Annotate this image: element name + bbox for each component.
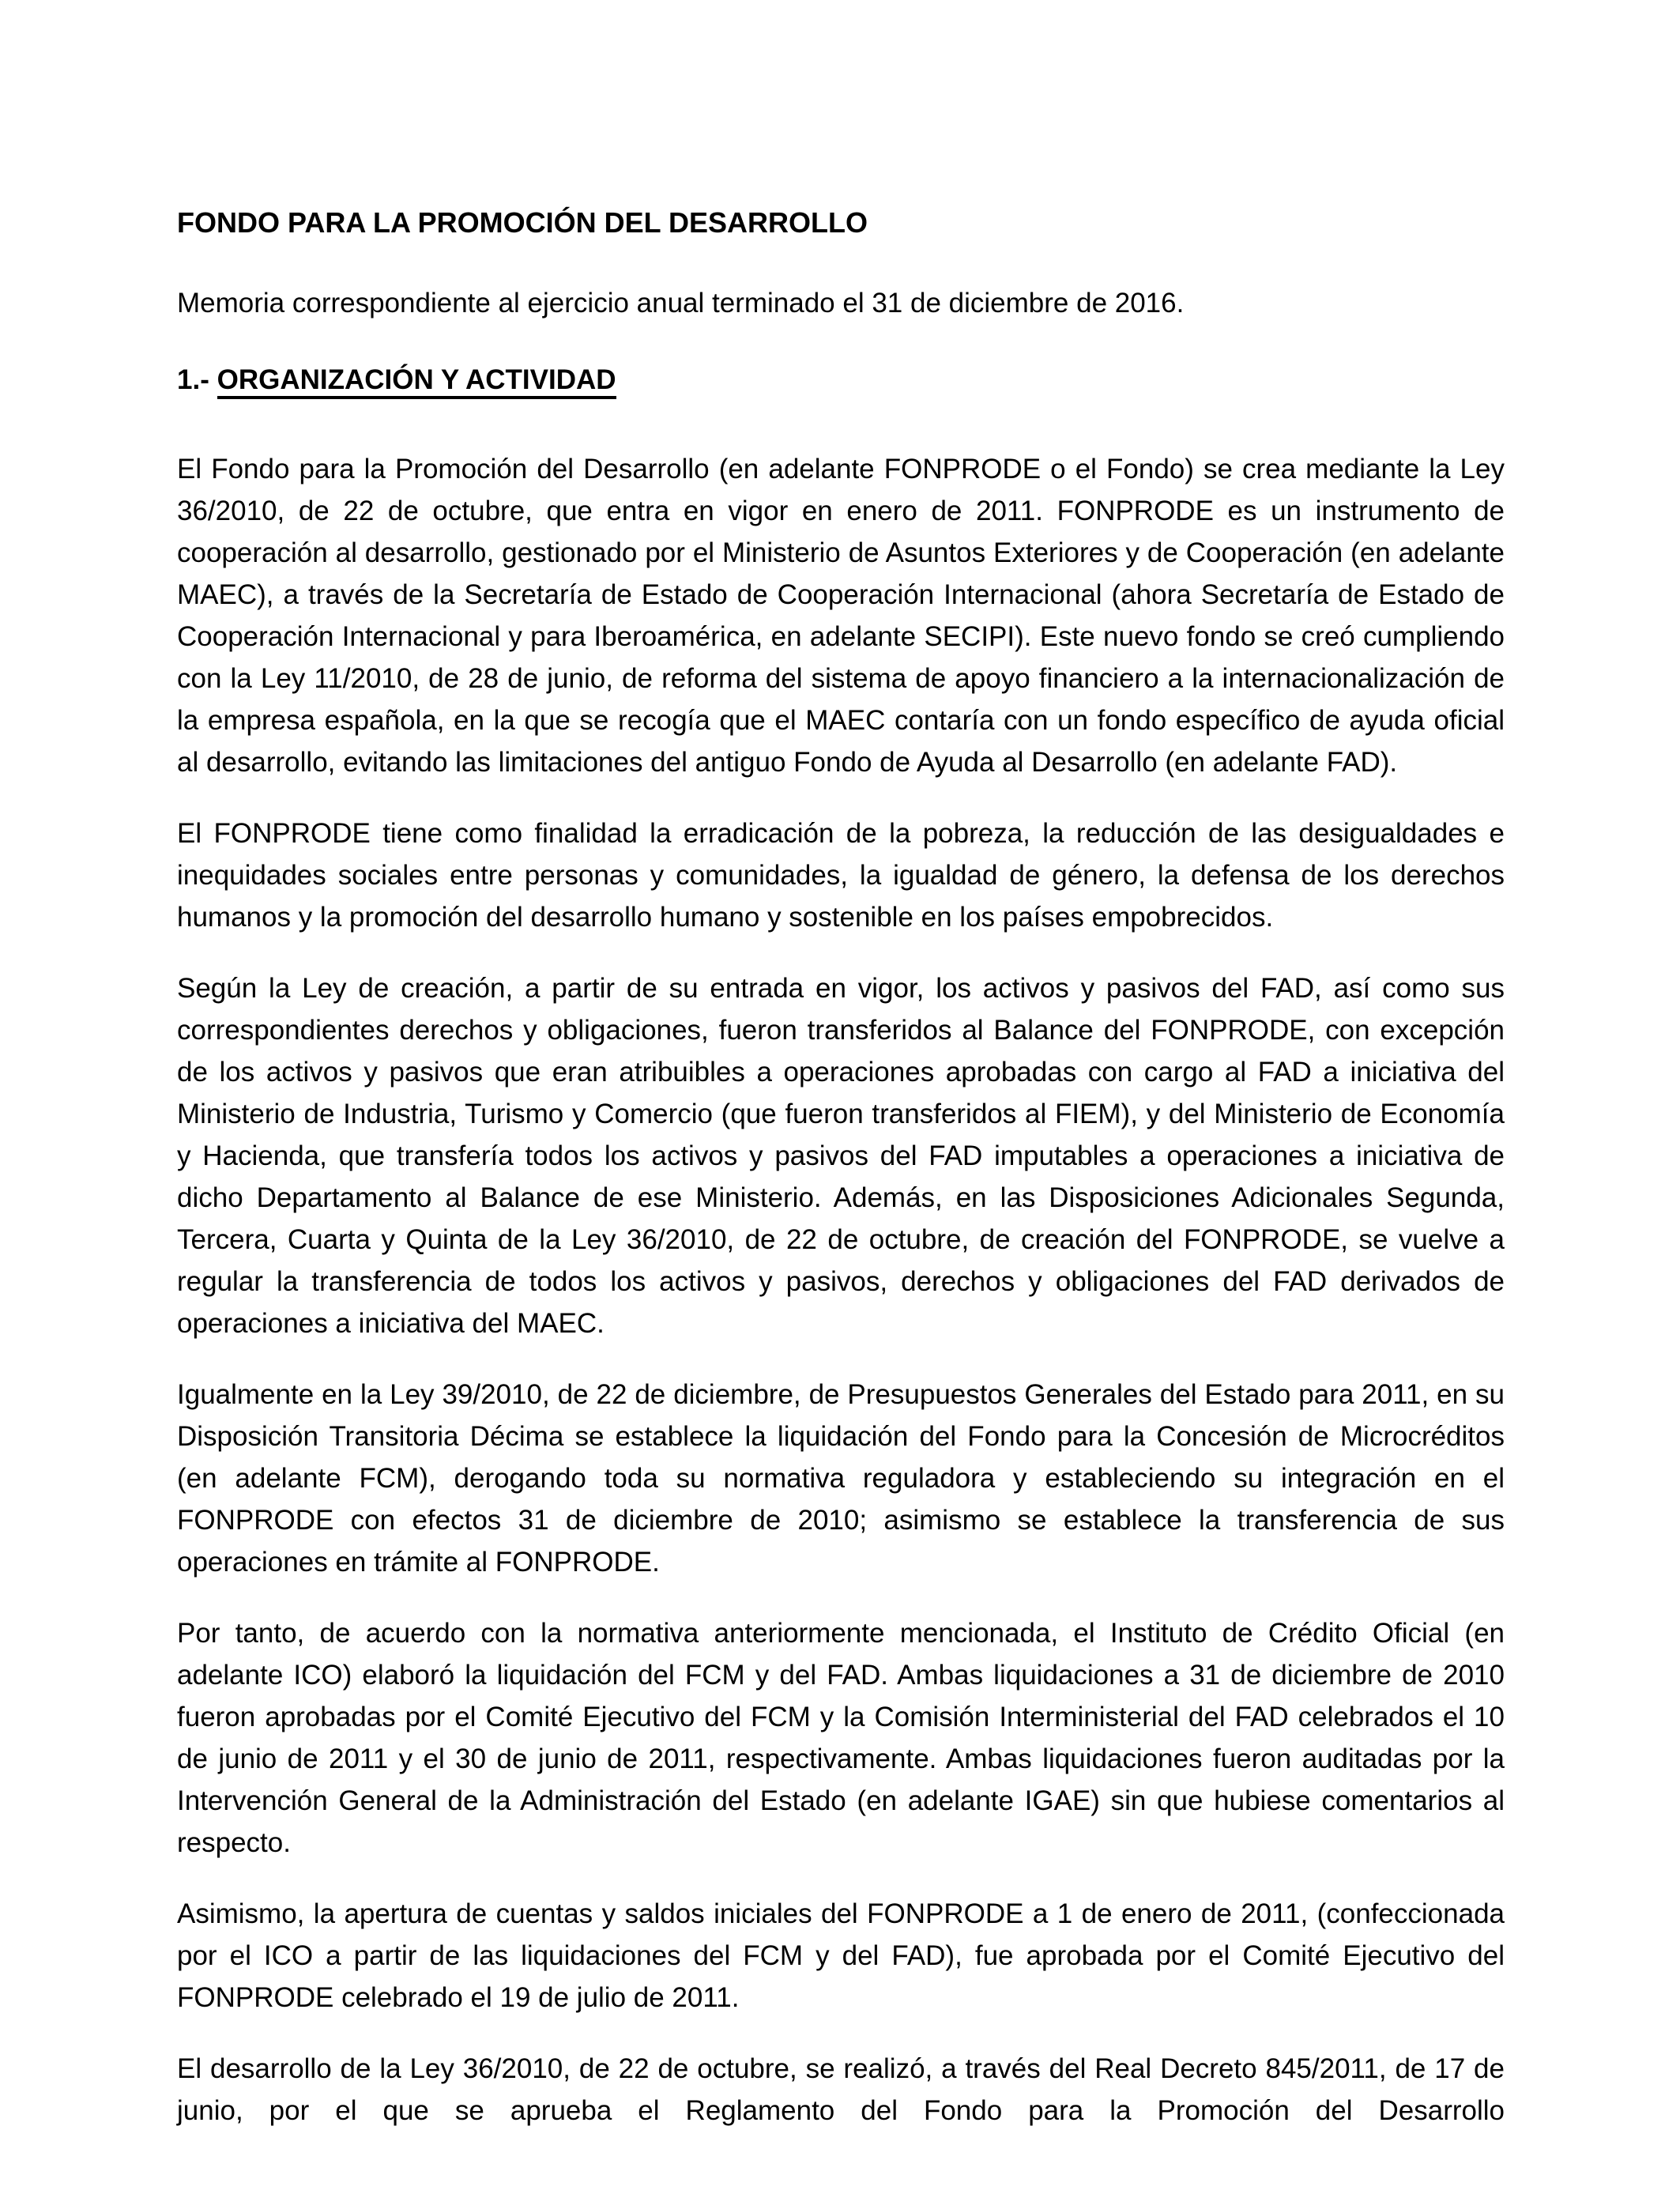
document-title: FONDO PARA LA PROMOCIÓN DEL DESARROLLO <box>177 206 868 239</box>
document-body <box>177 448 1505 2132</box>
paragraph: El desarrollo de la Ley 36/2010, de 22 de octubre, se realizó, a través del Real Decreto 845/2011, de 17 de junio, por el que se aprueba el Reglamento del Fondo para la Promoción del Desarrollo <box>177 2053 1505 2126</box>
paragraph: El Fondo para la Promoción del Desarrollo (en adelante FONPRODE o el Fondo) se crea mediante la Ley 36/2010, de 22 de octubre, que entra en vigor en enero de 2011. FONPRODE es un instrumento de cooperación al desarrollo, gestionado por el Ministerio de Asuntos Exteriores y de Cooperación (en adelante MAEC), a través de la Secretaría de Estado de Cooperación Internacional (ahora Secretaría de Estado de Cooperación Internacional y para Iberoamérica, en adelante SECIPI). Este nuevo fondo se creó cumpliendo con la Ley 11/2010, de 28 de junio, de reforma del sistema de apoyo financiero a la internacionalización de la empresa española, en la que se recogía que el MAEC contaría con un fondo específico de ayuda oficial al desarrollo, evitando las limitaciones del antiguo Fondo de Ayuda al Desarrollo (en adelante FAD). <box>177 454 1505 778</box>
document-subtitle: Memoria correspondiente al ejercicio anual terminado el 31 de diciembre de 2016. <box>177 288 1185 319</box>
section-heading-label: ORGANIZACIÓN Y ACTIVIDAD <box>217 364 616 399</box>
section-heading <box>177 359 1505 401</box>
section-number: 1.- <box>177 364 209 395</box>
paragraph: Igualmente en la Ley 39/2010, de 22 de diciembre, de Presupuestos Generales del Estado para 2011, en su Disposición Transitoria Décima se establece la liquidación del Fondo para la Concesión de Microcréditos (en adelante FCM), derogando toda su normativa reguladora y estableciendo su integración en el FONPRODE con efectos 31 de diciembre de 2010; asimismo se establece la transferencia de sus operaciones en trámite al FONPRODE. <box>177 1379 1505 1578</box>
paragraph: Por tanto, de acuerdo con la normativa anteriormente mencionada, el Instituto de Crédito Oficial (en adelante ICO) elaboró la liquidación del FCM y del FAD. Ambas liquidaciones a 31 de diciembre de 2010 fueron aprobadas por el Comité Ejecutivo del FCM y la Comisión Interministerial del FAD celebrados el 10 de junio de 2011 y el 30 de junio de 2011, respectivamente. Ambas liquidaciones fueron auditadas por la Intervención General de la Administración del Estado (en adelante IGAE) sin que hubiese comentarios al respecto. <box>177 1618 1505 1858</box>
paragraph: Asimismo, la apertura de cuentas y saldos iniciales del FONPRODE a 1 de enero de 2011, (confeccionada por el ICO a partir de las liquidaciones del FCM y del FAD), fue aprobada por el Comité Ejecutivo del FONPRODE celebrado el 19 de julio de 2011. <box>177 1898 1505 2013</box>
paragraph: Según la Ley de creación, a partir de su entrada en vigor, los activos y pasivos del FAD, así como sus correspondientes derechos y obligaciones, fueron transferidos al Balance del FONPRODE, con excepción de los activos y pasivos que eran atribuibles a operaciones aprobadas con cargo al FAD a iniciativa del Ministerio de Industria, Turismo y Comercio (que fueron transferidos al FIEM), y del Ministerio de Economía y Hacienda, que transfería todos los activos y pasivos del FAD imputables a operaciones a iniciativa de dicho Departamento al Balance de ese Ministerio. Además, en las Disposiciones Adicionales Segunda, Tercera, Cuarta y Quinta de la Ley 36/2010, de 22 de octubre, de creación del FONPRODE, se vuelve a regular la transferencia de todos los activos y pasivos, derechos y obligaciones del FAD derivados de operaciones a iniciativa del MAEC. <box>177 973 1505 1339</box>
paragraph: El FONPRODE tiene como finalidad la erradicación de la pobreza, la reducción de las desigualdades e inequidades sociales entre personas y comunidades, la igualdad de género, la defensa de los derechos humanos y la promoción del desarrollo humano y sostenible en los países empobrecidos. <box>177 818 1505 933</box>
